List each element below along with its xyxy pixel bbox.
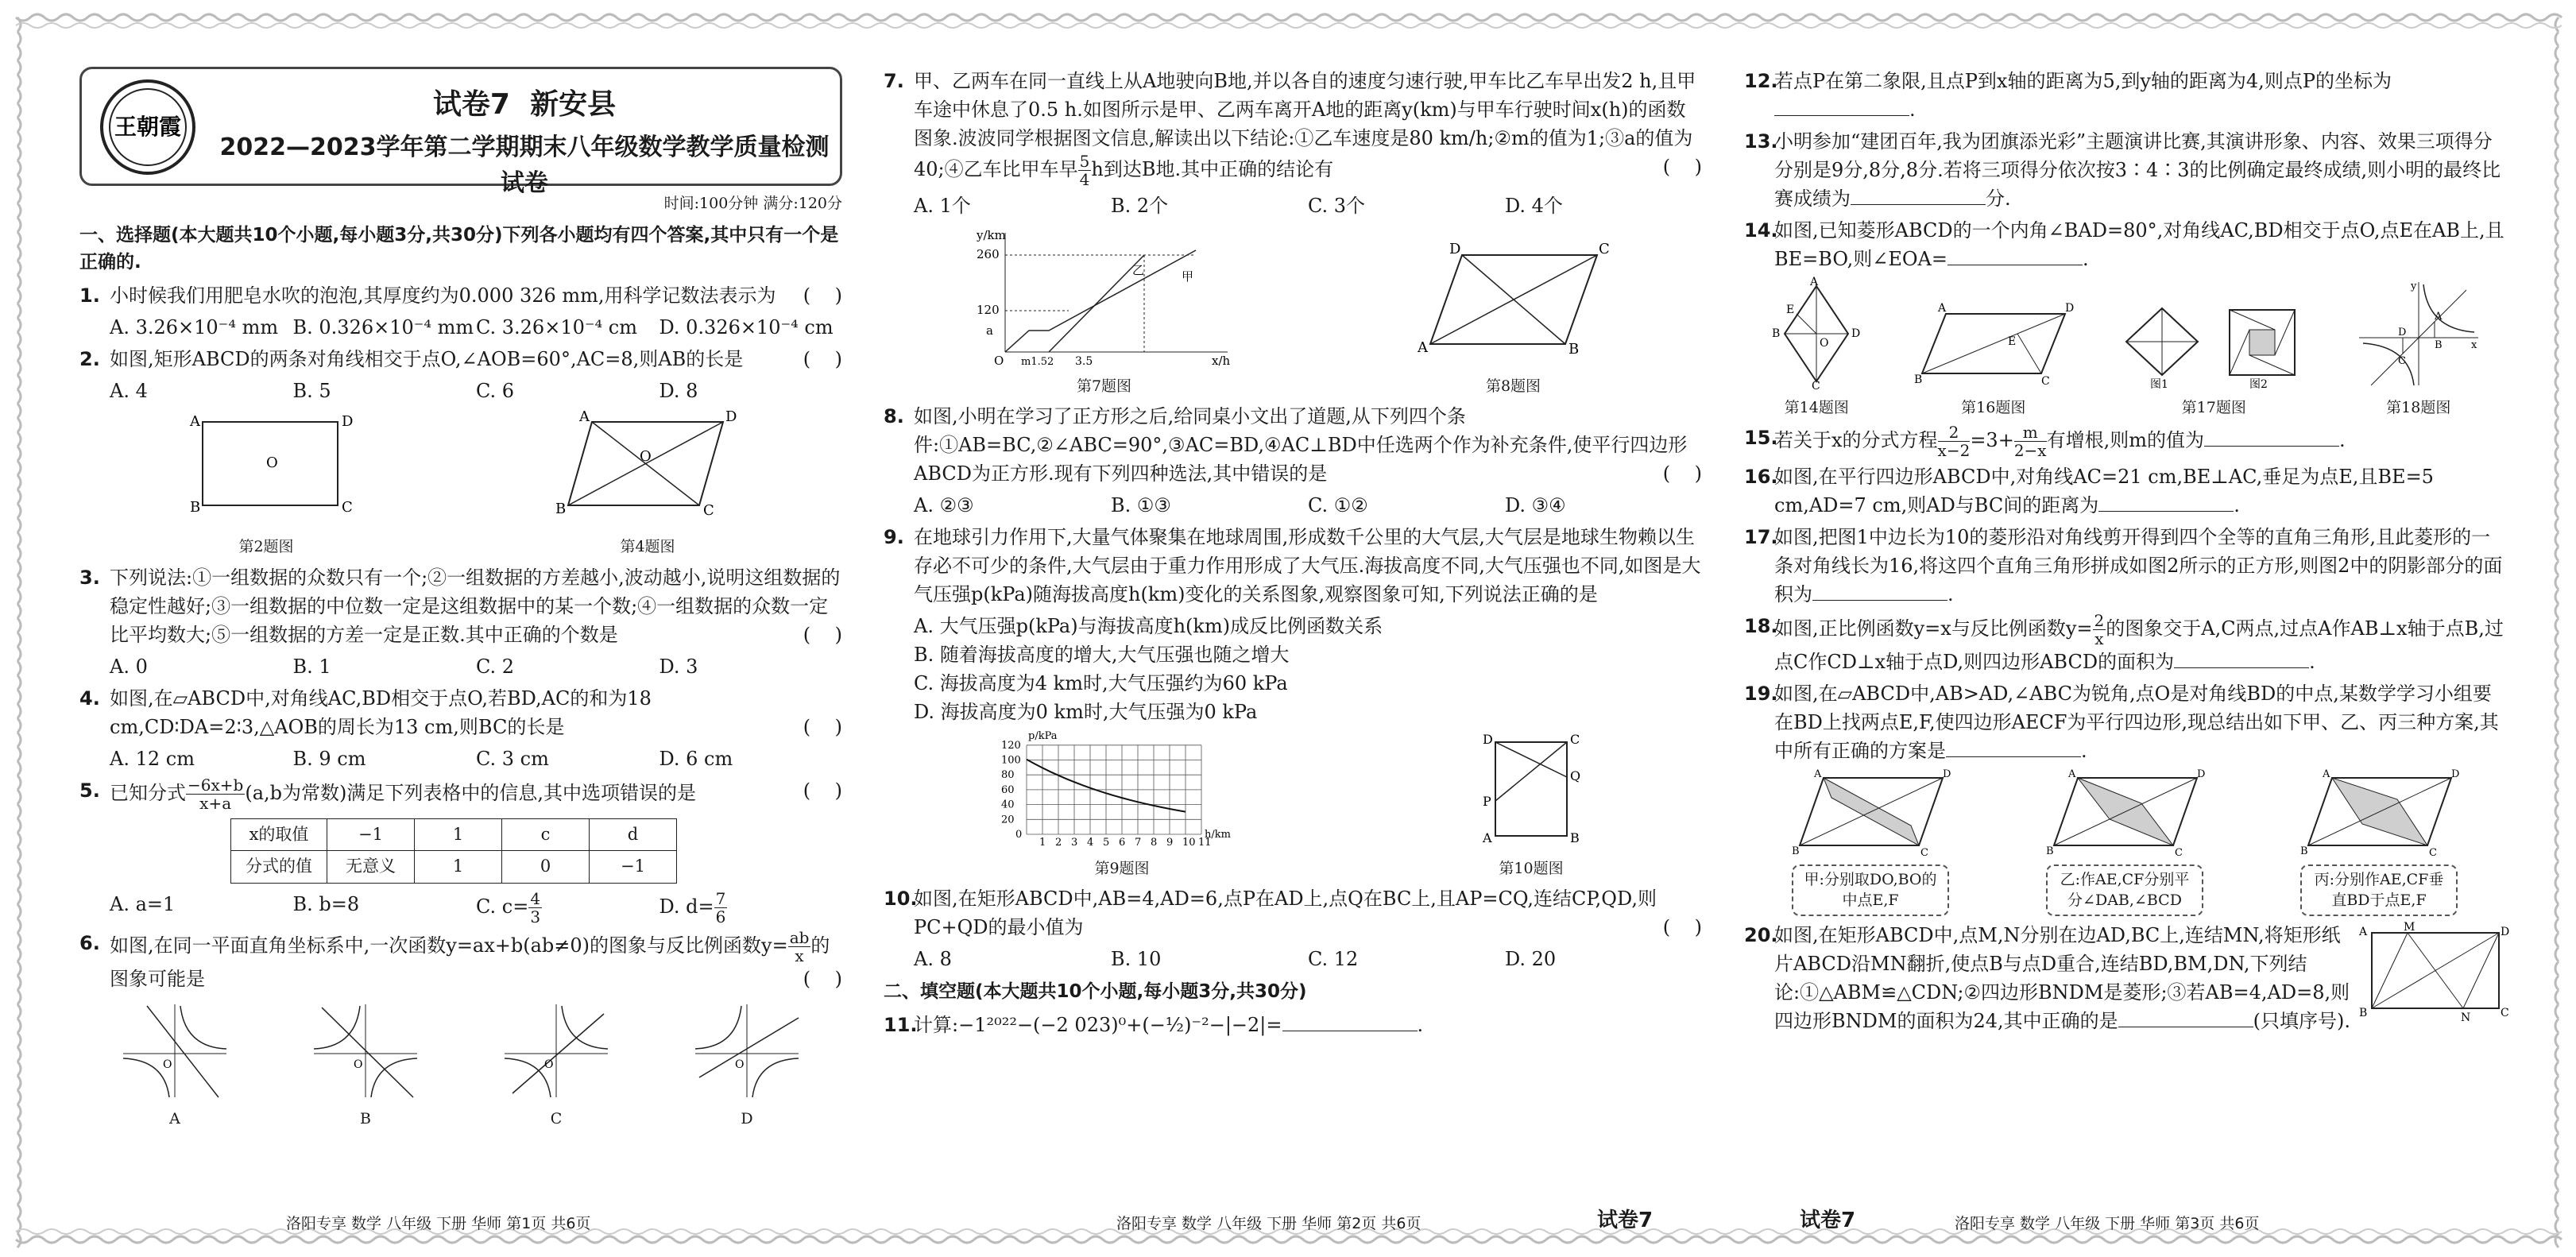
question-13: 13. 小明参加“建团百年,我为团旗添光彩”主题演讲比赛,其演讲形象、内容、效果三项得分分别是9分,8分,8分.若将三项得分依次按3∶4∶3的比例确定最终成绩,则小明的最终比赛成绩为 分. [1744, 130, 2501, 210]
q9-x-tick: 8 [1151, 837, 1158, 849]
svg-text:D: D [1943, 768, 1951, 780]
q9-options: A. 大气压强p(kPa)与海拔高度h(km)成反比例函数关系 B. 随着海拔高度的增大,大气压强也随之增大 C. 海拔高度为4 km时,大气压强约为60 kPa D. 海拔高度为0 km时,大气压强为0 kPa [914, 615, 1383, 723]
svg-text:O: O [354, 1058, 363, 1071]
answer-blank-15[interactable] [2204, 446, 2339, 447]
svg-text:A: A [1810, 276, 1819, 288]
svg-text:B: B [2300, 845, 2308, 857]
scheme-bing: 丙:分别作AE,CF垂直BD于点E,F [2300, 864, 2458, 916]
svg-text:D: D [2397, 327, 2407, 338]
q6-graphs [79, 998, 842, 1131]
svg-text:A: A [1937, 302, 1946, 315]
svg-text:D: D [2451, 768, 2460, 780]
q10-options: A. 8 B. 10 C. 12 D. 20 [914, 948, 1557, 970]
svg-text:B: B [190, 498, 201, 516]
svg-text:120: 120 [976, 303, 1000, 317]
figure-q20 [2356, 920, 2510, 1024]
answer-blank-17[interactable] [1812, 600, 1947, 601]
q9-y-tick: 40 [1001, 799, 1015, 811]
q1-options: A. 3.26×10⁻⁴ mm B. 0.326×10⁻⁴ mm C. 3.26×10⁻⁴ cm D. 0.326×10⁻⁴ cm [110, 315, 834, 338]
svg-text:M: M [2404, 920, 2415, 934]
svg-text:乙: 乙 [1131, 263, 1144, 277]
svg-text:D: D [1449, 241, 1460, 257]
svg-text:A: A [1483, 830, 1492, 845]
figure-q14: A B D C E O 第14题图 [1772, 276, 1861, 416]
svg-text:3.5: 3.5 [1074, 355, 1093, 368]
svg-text:D: D [2197, 768, 2206, 780]
svg-text:D: D [2501, 925, 2510, 938]
figure-q17: 图1 图2 第17题图 [2122, 302, 2305, 419]
q5-table: x的取值 −1 1 c d 分式的值 无意义 1 0 −1 [230, 818, 677, 884]
svg-text:A: A [579, 408, 590, 425]
q2-options: A. 4 B. 5 C. 6 D. 8 [110, 379, 698, 402]
county-name: 新安县 [530, 88, 617, 121]
question-4: 4. 如图,在▱ABCD中,对角线AC,BD相交于点O,若BD,AC的和为18 cm,CD∶DA=2∶3,△AOB的周长为13 cm,则BC的长是 ( ) [79, 687, 842, 738]
time-info: 时间:100分钟 满分:120分 [663, 195, 842, 212]
figure-q8: D C A B 第8题图 [1417, 241, 1610, 395]
figure-q16: A D B C E 第16题图 [1913, 302, 2074, 416]
scheme-yi: 乙:作AE,CF分别平分∠DAB,∠BCD [2046, 864, 2203, 916]
question-16: 16. 如图,在平行四边形ABCD中,对角线AC=21 cm,BE⊥AC,垂足为点E,且BE=5 cm,AD=7 cm,则AD与BC间的距离为 . [1744, 466, 2434, 516]
question-20: 20. 如图,在矩形ABCD中,点M,N分别在边AD,BC上,连结MN,将矩形纸片ABCD沿MN翻折,使点B与点D重合,连结BD,BM,DN,下列结论:①△ABM≌△CDN;②四边形BNDM是菱形;③若AB=4,AD=8,则四边形BNDM的面积为24,其中正确的是 (只填序号). [1744, 923, 2350, 1032]
svg-text:O: O [735, 1058, 745, 1071]
svg-text:A: A [1814, 768, 1822, 780]
svg-text:B: B [2434, 339, 2443, 351]
q9-x-tick: 9 [1166, 837, 1174, 849]
svg-text:王朝霞: 王朝霞 [114, 114, 182, 140]
question-10: 10. 如图,在矩形ABCD中,AB=4,AD=6,点P在AD上,点Q在BC上,且AP=CQ,连结CP,QD,则PC+QD的最小值为 ( ) [884, 888, 1702, 938]
answer-blank-19[interactable] [1946, 756, 2081, 757]
svg-text:D: D [342, 412, 354, 430]
question-6: 6. 如图,在同一平面直角坐标系中,一次函数y=ax+b(ab≠0)的图象与反比例函数y= $\frac{ab}{x}$的图象可能是 ( ) [79, 927, 842, 990]
q7-options: A. 1个 B. 2个 C. 3个 D. 4个 [914, 195, 1563, 217]
q9-y-tick: 60 [1001, 783, 1015, 796]
svg-text:D: D [1851, 327, 1861, 340]
answer-blank-16[interactable] [2098, 511, 2234, 512]
svg-text:m1.52: m1.52 [1020, 356, 1054, 368]
q19-schemes [1744, 770, 2507, 916]
svg-text:C: C [703, 501, 714, 519]
svg-text:A: A [2434, 311, 2443, 323]
svg-text:C: C [2175, 847, 2183, 859]
graph-b: O B [306, 998, 425, 1131]
svg-text:B: B [1792, 845, 1800, 857]
svg-text:x: x [2470, 339, 2477, 351]
q9-xlabel: h/km [1205, 829, 1231, 841]
svg-text:O: O [640, 447, 652, 465]
svg-text:O: O [266, 454, 278, 471]
q9-x-tick: 4 [1087, 837, 1094, 849]
column-2 [884, 67, 1702, 1042]
svg-text:x/h: x/h [1211, 354, 1230, 368]
paper-number: 试卷7 [432, 88, 510, 121]
scheme-jia: 甲:分别取DO,BO的中点E,F [1792, 864, 1949, 916]
q5-options: A. a=1 B. b=8 C. c= $\frac{4}{3}$ D. d= $\frac{7}{6}$ [110, 888, 726, 926]
svg-text:A: A [2068, 768, 2076, 780]
question-19: 19. 如图,在▱ABCD中,AB>AD,∠ABC为锐角,点O是对角线BD的中点,某数学学习小组要在BD上找两点E,F,使四边形AECF为平行四边形,现总结出如下甲、乙、丙三种方案,其中所有正确的方案是 . [1744, 683, 2499, 762]
question-2: 2. 如图,矩形ABCD的两条对角线相交于点O,∠AOB=60°,AC=8,则AB的长是 ( ) [79, 347, 842, 370]
q9-x-tick: 5 [1103, 837, 1110, 849]
svg-text:E: E [1786, 304, 1795, 316]
answer-blank-18[interactable] [2174, 667, 2309, 668]
figure-q7: x/h y/km 260 120 a O m1.52 3.5 乙 甲 第7题图 [976, 228, 1230, 395]
q9-ylabel: p/kPa [1028, 730, 1058, 742]
svg-text:A: A [190, 412, 200, 430]
q9-x-tick: 3 [1071, 837, 1078, 849]
svg-text:C: C [1812, 380, 1820, 393]
q3-options: A. 0 B. 1 C. 2 D. 3 [110, 655, 698, 678]
svg-text:A: A [2359, 925, 2368, 938]
footer-tag-3: 试卷7 [1800, 1209, 1856, 1232]
footer-tag-2: 试卷7 [1597, 1209, 1654, 1232]
question-15: 15. 若关于x的分式方程 $\frac{2}{x-2}=3+$ $\frac{m}{2-x}$有增根,则m的值为 . [1744, 423, 2346, 460]
paper-subtitle: 2022—2023学年第二学期期末八年级数学教学质量检测试卷 [219, 133, 830, 197]
svg-text:C: C [1570, 732, 1580, 747]
svg-text:C: C [2429, 847, 2437, 859]
question-11: 11. 计算:−1²⁰²²−(−2 023)⁰+(−½)⁻²−|−2|= . [884, 1013, 1424, 1036]
svg-text:A: A [2323, 768, 2330, 780]
svg-text:B: B [2046, 845, 2054, 857]
q8-options: A. ②③ B. ①③ C. ①② D. ③④ [914, 494, 1566, 516]
question-14: 14. 如图,已知菱形ABCD的一个内角∠BAD=80°,对角线AC,BD相交于点O,点E在AB上,且BE=BO,则∠EOA= . [1744, 219, 2504, 270]
column-3 [1744, 67, 2510, 1038]
q9-x-tick: 10 [1182, 837, 1196, 849]
figure-q2: A D B C O 第2题图 [190, 412, 354, 555]
q9-y-tick: 100 [1001, 754, 1021, 767]
question-5: 5. 已知分式 $\frac{-6x+b}{x+a}(a,b$为常数)满足下列表格中的信息,其中选项错误的是 ( ) [79, 775, 842, 813]
question-17: 17. 如图,把图1中边长为10的菱形沿对角线剪开得到四个全等的直角三角形,且此菱形的一条对角线长为16,将这四个直角三角形拼成如图2所示的正方形,则图2中的阴影部分的面积为 . [1744, 526, 2503, 605]
svg-text:C: C [1598, 241, 1610, 257]
svg-text:P: P [1483, 794, 1491, 809]
svg-text:B: B [1913, 373, 1923, 386]
figure-q4: A D B C O 第4题图 [555, 408, 737, 555]
svg-text:D: D [1483, 732, 1493, 747]
svg-text:A: A [1417, 339, 1428, 356]
svg-text:B: B [555, 500, 567, 517]
question-7: 7. 甲、乙两车在同一直线上从A地驶向B地,并以各自的速度匀速行驶,甲车比乙车早出发2 h,且甲车途中休息了0.5 h.如图所示是甲、乙两车离开A地的距离y(km)与甲车行驶时间x(h)的函数图象.波波同学根据图文信息,解读出以下结论:①乙车速度是80 km/h;②m的值为1;③a的值为40;④乙车比甲车早 $\frac{5}{4}h$到达B地.其中正确的结论有 ( ) [884, 70, 1702, 189]
svg-text:C: C [1920, 847, 1928, 859]
figure-q10: D C A B P Q 第10题图 [1483, 732, 1581, 877]
q9-x-tick: 6 [1119, 837, 1126, 849]
graph-a: O A [115, 998, 234, 1131]
svg-text:260: 260 [976, 247, 1000, 261]
q4-options: A. 12 cm B. 9 cm C. 3 cm D. 6 cm [110, 747, 733, 770]
q9-x-tick: 7 [1135, 837, 1142, 849]
column-1 [79, 67, 842, 1135]
section-1-heading: 一、选择题(本大题共10个小题,每小题3分,共30分)下列各小题均有四个答案,其中只有一个是正确的. [79, 224, 839, 273]
figures-row-14-18 [1744, 278, 2507, 419]
question-20-wrap [1744, 920, 2510, 1038]
section-2-heading: 二、填空题(本大题共10个小题,每小题3分,共30分) [884, 981, 1307, 1002]
question-1: 1. 小时候我们用肥皂水吹的泡泡,其厚度约为0.000 326 mm,用科学记数法表示为 ( ) [79, 284, 842, 307]
svg-text:甲: 甲 [1181, 269, 1193, 284]
svg-text:C: C [2397, 355, 2406, 367]
q9-y-tick: 120 [1001, 739, 1021, 752]
svg-text:B: B [2359, 1006, 2368, 1019]
svg-text:C: C [2501, 1006, 2509, 1019]
school-logo [98, 77, 198, 177]
svg-text:y: y [2410, 280, 2417, 292]
footer-page-2: 洛阳专享 数学 八年级 下册 华师 第2页 共6页 [1116, 1214, 1421, 1232]
svg-text:图1: 图1 [2150, 378, 2169, 391]
svg-text:D: D [725, 408, 737, 425]
q9-y-tick: 20 [1001, 814, 1015, 826]
svg-text:O: O [163, 1058, 172, 1071]
svg-text:D: D [2064, 302, 2074, 315]
svg-text:B: B [1568, 341, 1579, 358]
svg-text:O: O [544, 1058, 554, 1071]
question-9: 9. 在地球引力作用下,大量气体聚集在地球周围,形成数千公里的大气层,大气层是地球生物赖以生存必不可少的条件,大气层由于重力作用形成了大气压.海拔高度不同,大气压强也不同,如图是大气压强p(kPa)随海拔高度h(km)变化的关系图象,观察图象可知,下列说法正确的是 [884, 526, 1701, 605]
svg-text:C: C [342, 498, 353, 516]
svg-text:C: C [2040, 375, 2050, 388]
q9-x-tick: 2 [1055, 837, 1062, 849]
exam-header [79, 67, 842, 197]
figure-q9: 0 20 40 60 80 100 120 1 2 3 4 5 6 7 8 9 10 11 p/kPa h/km 第9题图 [1001, 730, 1231, 877]
answer-blank-12[interactable] [1774, 115, 1909, 116]
svg-text:B: B [1570, 830, 1580, 845]
graph-d: O D [687, 998, 806, 1131]
question-12: 12. 若点P在第二象限,且点P到x轴的距离为5,到y轴的距离为4,则点P的坐标为. [1744, 70, 2392, 121]
q9-x-tick: 11 [1198, 837, 1212, 849]
graph-c: O C [497, 998, 616, 1131]
svg-text:a: a [985, 323, 993, 338]
question-8: 8. 如图,小明在学习了正方形之后,给同桌小文出了道题,从下列四个条件:①AB=BC,②∠ABC=90°,③AC=BD,④AC⊥BD中任选两个作为补充条件,使平行四边形ABCD为正方形.现有下列四种选法,其中错误的是 ( ) [884, 405, 1702, 485]
figure-q18: A B C D x y 第18题图 [2355, 278, 2482, 419]
answer-blank-13[interactable] [1851, 204, 1986, 205]
q9-x-tick: 1 [1039, 837, 1046, 849]
question-3: 3. 下列说法:①一组数据的众数只有一个;②一组数据的方差越小,波动越小,说明这组数据的稳定性越好;③一组数据的中位数一定是这组数据中的某一个数;④一组数据的众数一定比平均数大;⑤一组数据的方差一定是正数.其中正确的个数是 ( ) [79, 566, 842, 646]
svg-text:O: O [1820, 337, 1829, 350]
svg-text:图2: 图2 [2249, 378, 2269, 391]
question-18: 18. 如图,正比例函数y=x与反比例函数y= $\frac{2}{x}$的图象交于A,C两点,过点A作AB⊥x轴于点B,过点C作CD⊥x轴于点D,则四边形ABCD的面积为 . [1744, 611, 2504, 673]
svg-text:B: B [1772, 327, 1781, 340]
svg-text:O: O [993, 354, 1004, 368]
svg-text:E: E [2007, 335, 2016, 348]
footer-page-1: 洛阳专享 数学 八年级 下册 华师 第1页 共6页 [286, 1214, 591, 1232]
svg-text:y/km: y/km [976, 228, 1006, 242]
svg-text:Q: Q [1570, 768, 1581, 783]
footer-page-3: 洛阳专享 数学 八年级 下册 华师 第3页 共6页 [1955, 1214, 2260, 1232]
svg-text:N: N [2461, 1011, 2471, 1024]
q9-y-tick: 0 [1015, 829, 1023, 841]
q9-y-tick: 80 [1001, 769, 1015, 782]
